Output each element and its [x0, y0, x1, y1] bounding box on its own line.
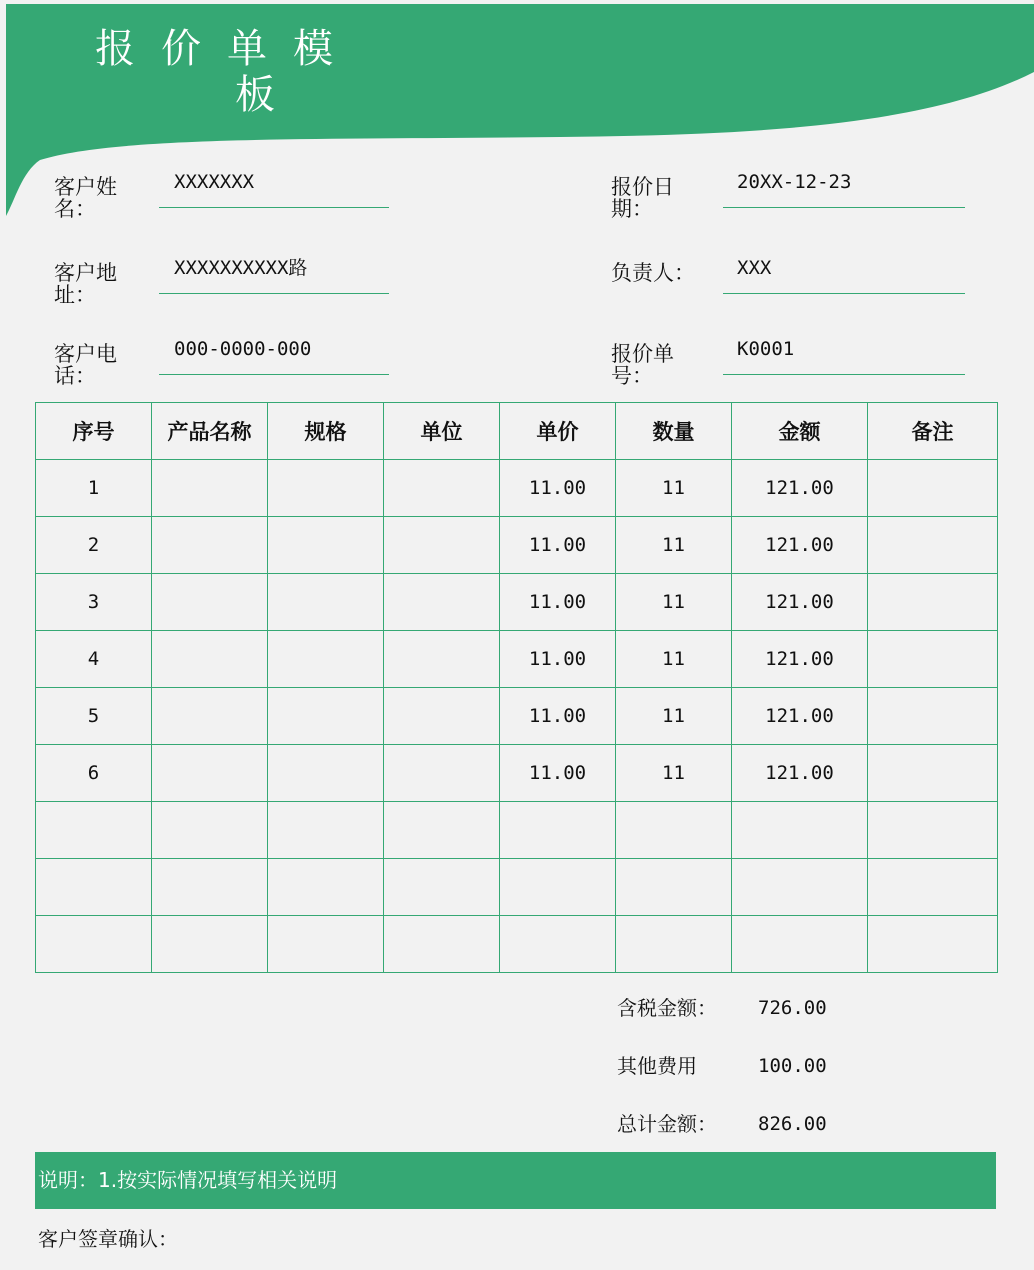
- cell-remarks[interactable]: [868, 916, 998, 973]
- note-text: 说明：1.按实际情况填写相关说明: [38, 1168, 338, 1192]
- cell-product-name[interactable]: [152, 688, 268, 745]
- cell-unit-price[interactable]: 11.00: [500, 574, 616, 631]
- title-line-1: 报价单模: [95, 26, 359, 72]
- cell-unit[interactable]: [384, 916, 500, 973]
- table-row: [36, 916, 998, 973]
- cell-product-name[interactable]: [152, 802, 268, 859]
- cell-spec[interactable]: [268, 517, 384, 574]
- cell-index[interactable]: 5: [36, 688, 152, 745]
- cell-spec[interactable]: [268, 802, 384, 859]
- cell-spec[interactable]: [268, 916, 384, 973]
- cell-product-name[interactable]: [152, 631, 268, 688]
- cell-remarks[interactable]: [868, 802, 998, 859]
- cell-unit-price[interactable]: 11.00: [500, 517, 616, 574]
- quote-number-value[interactable]: K0001: [737, 338, 795, 360]
- cell-remarks[interactable]: [868, 460, 998, 517]
- cell-unit-price[interactable]: 11.00: [500, 631, 616, 688]
- cell-amount[interactable]: [732, 916, 868, 973]
- quote-number-label: 报价单号：: [611, 342, 674, 388]
- table-row: [36, 460, 998, 517]
- cell-amount[interactable]: 121.00: [732, 460, 868, 517]
- cell-quantity[interactable]: 11: [616, 574, 732, 631]
- page-title: [95, 26, 415, 118]
- table-body: [36, 460, 998, 973]
- cell-amount[interactable]: 121.00: [732, 574, 868, 631]
- tax-amount-value: 726.00: [758, 997, 827, 1019]
- cell-index[interactable]: [36, 859, 152, 916]
- cell-remarks[interactable]: [868, 745, 998, 802]
- cell-remarks[interactable]: [868, 574, 998, 631]
- cell-amount[interactable]: 121.00: [732, 688, 868, 745]
- cell-product-name[interactable]: [152, 460, 268, 517]
- cell-unit-price[interactable]: 11.00: [500, 745, 616, 802]
- cell-remarks[interactable]: [868, 688, 998, 745]
- items-table-container: [35, 402, 998, 973]
- cell-amount[interactable]: 121.00: [732, 517, 868, 574]
- cell-amount[interactable]: [732, 802, 868, 859]
- grand-total-label: 总计金额：: [617, 1112, 717, 1136]
- quote-number-underline: [723, 374, 965, 375]
- owner-underline: [723, 293, 965, 294]
- cell-unit-price[interactable]: [500, 802, 616, 859]
- customer-address-underline: [159, 293, 389, 294]
- cell-spec[interactable]: [268, 631, 384, 688]
- note-bar: [35, 1152, 996, 1209]
- table-row: [36, 802, 998, 859]
- cell-unit[interactable]: [384, 745, 500, 802]
- cell-quantity[interactable]: 11: [616, 688, 732, 745]
- cell-quantity[interactable]: 11: [616, 745, 732, 802]
- customer-name-value[interactable]: XXXXXXX: [174, 171, 255, 193]
- cell-index[interactable]: [36, 802, 152, 859]
- cell-spec[interactable]: [268, 745, 384, 802]
- cell-product-name[interactable]: [152, 745, 268, 802]
- customer-phone-label: 客户电话：: [54, 342, 117, 388]
- cell-unit-price[interactable]: 11.00: [500, 688, 616, 745]
- cell-product-name[interactable]: [152, 574, 268, 631]
- table-row: [36, 631, 998, 688]
- table-row: [36, 745, 998, 802]
- cell-index[interactable]: 1: [36, 460, 152, 517]
- header-amount: 金额: [732, 403, 868, 460]
- cell-amount[interactable]: 121.00: [732, 631, 868, 688]
- cell-quantity[interactable]: 11: [616, 460, 732, 517]
- cell-amount[interactable]: 121.00: [732, 745, 868, 802]
- customer-phone-value[interactable]: 000-0000-000: [174, 338, 312, 360]
- cell-index[interactable]: 3: [36, 574, 152, 631]
- cell-quantity[interactable]: [616, 859, 732, 916]
- table-row: [36, 688, 998, 745]
- cell-spec[interactable]: [268, 859, 384, 916]
- header-spec: 规格: [268, 403, 384, 460]
- cell-index[interactable]: 4: [36, 631, 152, 688]
- cell-unit[interactable]: [384, 631, 500, 688]
- cell-remarks[interactable]: [868, 631, 998, 688]
- cell-remarks[interactable]: [868, 517, 998, 574]
- table-row: [36, 859, 998, 916]
- header-unit-price: 单价: [500, 403, 616, 460]
- items-table: [35, 402, 998, 973]
- cell-unit-price[interactable]: [500, 916, 616, 973]
- header-unit: 单位: [384, 403, 500, 460]
- table-row: [36, 574, 998, 631]
- header-remarks: 备注: [868, 403, 998, 460]
- signature-label: 客户签章确认：: [38, 1227, 178, 1251]
- cell-quantity[interactable]: [616, 916, 732, 973]
- cell-quantity[interactable]: 11: [616, 631, 732, 688]
- cell-unit[interactable]: [384, 688, 500, 745]
- cell-spec[interactable]: [268, 688, 384, 745]
- cell-product-name[interactable]: [152, 517, 268, 574]
- customer-phone-underline: [159, 374, 389, 375]
- cell-unit[interactable]: [384, 460, 500, 517]
- table-row: [36, 517, 998, 574]
- cell-product-name[interactable]: [152, 916, 268, 973]
- cell-index[interactable]: [36, 916, 152, 973]
- cell-spec[interactable]: [268, 574, 384, 631]
- other-fees-value: 100.00: [758, 1055, 827, 1077]
- owner-label: 负责人：: [611, 261, 695, 285]
- cell-unit[interactable]: [384, 802, 500, 859]
- customer-address-label: 客户地址：: [54, 261, 117, 307]
- customer-name-label: 客户姓名：: [54, 175, 117, 221]
- cell-remarks[interactable]: [868, 859, 998, 916]
- quote-date-underline: [723, 207, 965, 208]
- title-line-2: 板: [235, 72, 301, 118]
- quote-date-value[interactable]: 20XX-12-23: [737, 171, 852, 193]
- quote-date-label: 报价日期：: [611, 175, 674, 221]
- table-header-row: [36, 403, 998, 460]
- cell-unit[interactable]: [384, 574, 500, 631]
- cell-quantity[interactable]: [616, 802, 732, 859]
- other-fees-label: 其他费用: [617, 1054, 697, 1078]
- cell-quantity[interactable]: 11: [616, 517, 732, 574]
- customer-name-underline: [159, 207, 389, 208]
- cell-index[interactable]: 2: [36, 517, 152, 574]
- grand-total-value: 826.00: [758, 1113, 827, 1135]
- customer-address-value[interactable]: XXXXXXXXXX路: [174, 257, 308, 279]
- header-index: 序号: [36, 403, 152, 460]
- cell-index[interactable]: 6: [36, 745, 152, 802]
- cell-unit[interactable]: [384, 517, 500, 574]
- cell-unit-price[interactable]: [500, 859, 616, 916]
- cell-product-name[interactable]: [152, 859, 268, 916]
- cell-amount[interactable]: [732, 859, 868, 916]
- owner-value[interactable]: XXX: [737, 257, 772, 279]
- header-product-name: 产品名称: [152, 403, 268, 460]
- tax-amount-label: 含税金额：: [617, 996, 717, 1020]
- header-quantity: 数量: [616, 403, 732, 460]
- cell-unit-price[interactable]: 11.00: [500, 460, 616, 517]
- cell-unit[interactable]: [384, 859, 500, 916]
- cell-spec[interactable]: [268, 460, 384, 517]
